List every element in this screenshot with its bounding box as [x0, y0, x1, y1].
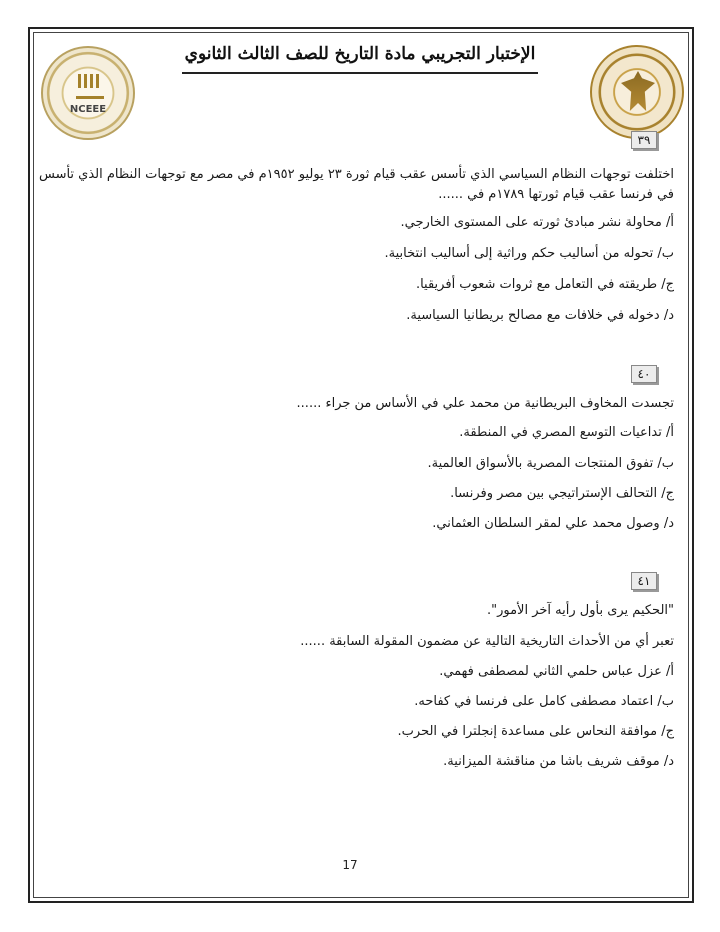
- question-39-stem-line-1: اختلفت توجهات النظام السياسي الذي تأسس عقب قيام ثورة ٢٣ يوليو ١٩٥٢م في مصر مع توجهات النظام الذي تأسس: [39, 167, 674, 182]
- nceee-logo-text: NCEEE: [69, 104, 107, 115]
- ministry-of-education-logo: [590, 45, 684, 139]
- question-41-stem-line-2: تعبر أي من الأحداث التاريخية التالية عن مضمون المقولة السابقة ......: [300, 634, 674, 649]
- graduation-building-icon: [76, 70, 104, 99]
- question-41-option-c[interactable]: ج/ موافقة النحاس على مساعدة إنجلترا في الحرب.: [397, 724, 674, 739]
- question-40-option-b[interactable]: ب/ تفوق المنتجات المصرية بالأسواق العالمية.: [427, 456, 674, 471]
- question-40-stem-line-1: تجسدت المخاوف البريطانية من محمد علي في الأساس من جراء ......: [296, 396, 674, 411]
- question-41-option-a[interactable]: أ/ عزل عباس حلمي الثاني لمصطفى فهمي.: [439, 664, 674, 679]
- question-40-option-c[interactable]: ج/ التحالف الإستراتيجي بين مصر وفرنسا.: [450, 486, 674, 501]
- question-number-39: ٣٩: [631, 131, 657, 149]
- question-41-stem-line-1: "الحكيم يرى بأول رأيه آخر الأمور".: [486, 603, 674, 618]
- nceee-logo: [41, 46, 135, 140]
- page-number: 17: [342, 858, 358, 872]
- exam-title: الإختبار التجريبي مادة التاريخ للصف الثالث الثانوي: [184, 44, 536, 64]
- question-40-option-d[interactable]: د/ وصول محمد علي لمقر السلطان العثماني.: [432, 516, 674, 531]
- question-39-option-d[interactable]: د/ دخوله في خلافات مع مصالح بريطانيا السياسية.: [406, 308, 674, 323]
- eagle-emblem-icon: [621, 71, 655, 111]
- question-number-40: ٤٠: [631, 365, 657, 383]
- question-39-stem-line-2: في فرنسا عقب قيام ثورتها ١٧٨٩م في ......: [438, 187, 674, 202]
- question-41-option-b[interactable]: ب/ اعتماد مصطفى كامل على فرنسا في كفاحه.: [414, 694, 674, 709]
- question-39-option-c[interactable]: ج/ طريقته في التعامل مع ثروات شعوب أفريقيا.: [415, 277, 674, 292]
- question-41-option-d[interactable]: د/ موقف شريف باشا من مناقشة الميزانية.: [443, 754, 674, 769]
- question-39-option-a[interactable]: أ/ محاولة نشر مبادئ ثورته على المستوى الخارجي.: [400, 215, 674, 230]
- title-underline: [182, 72, 538, 74]
- question-40-option-a[interactable]: أ/ تداعيات التوسع المصري في المنطقة.: [459, 425, 674, 440]
- question-39-option-b[interactable]: ب/ تحوله من أساليب حكم وراثية إلى أساليب انتخابية.: [384, 246, 674, 261]
- question-number-41: ٤١: [631, 572, 657, 590]
